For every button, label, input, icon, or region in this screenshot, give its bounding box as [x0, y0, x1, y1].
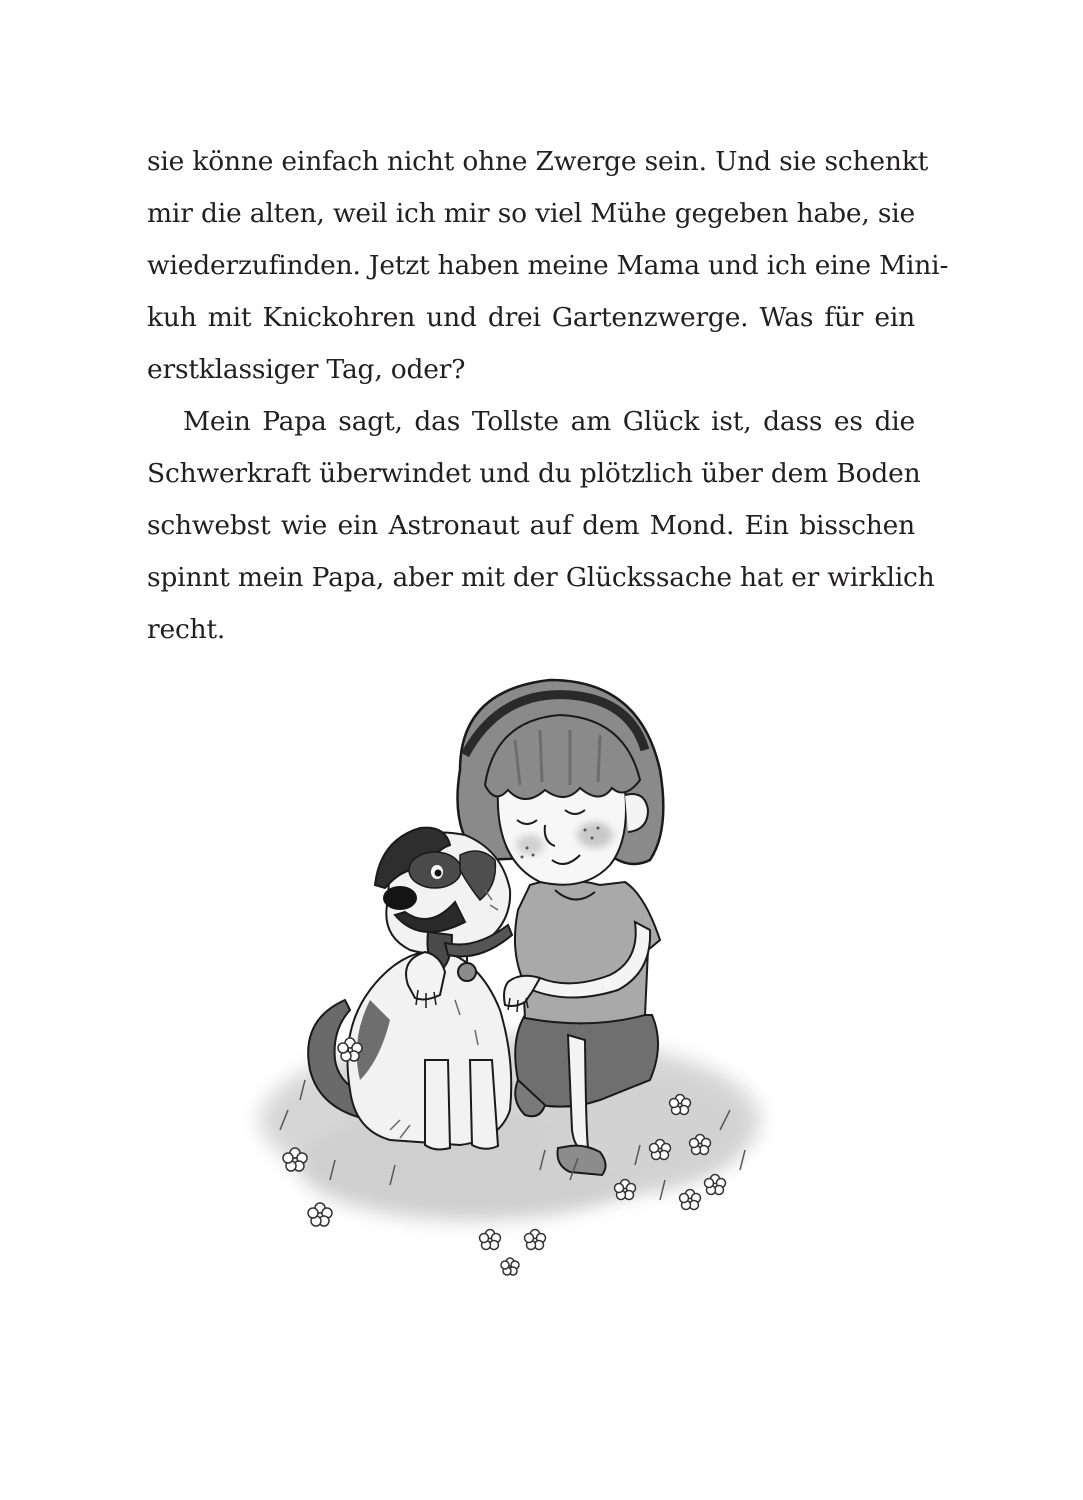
text-line: recht. — [147, 614, 226, 645]
text-line: kuh mit Knickohren und drei Gartenzwerge. Was für ein — [147, 302, 915, 333]
body-text — [147, 136, 949, 656]
dog-tag — [458, 963, 476, 981]
text-line: sie könne einfach nicht ohne Zwerge sein. Und sie schenkt — [147, 146, 929, 177]
text-line: Schwerkraft überwindet und du plötzlich über dem Boden — [147, 458, 921, 489]
text-line: mir die alten, weil ich mir so viel Mühe gegeben habe, sie — [147, 198, 915, 229]
dog-nose — [383, 886, 417, 910]
paragraph-2 — [147, 396, 935, 656]
text-line: schwebst wie ein Astronaut auf dem Mond. Ein bisschen — [147, 510, 915, 541]
text-line: wiederzufinden. Jetzt haben meine Mama und ich eine Mini- — [147, 250, 949, 281]
child-with-dog-illustration — [240, 660, 780, 1280]
text-line: erstklassiger Tag, oder? — [147, 354, 466, 385]
child-hand-left — [406, 952, 445, 999]
text-line: spinnt mein Papa, aber mit der Glückssache hat er wirklich — [147, 562, 935, 593]
text-line: Mein Papa sagt, das Tollste am Glück ist, dass es die — [183, 406, 915, 437]
paragraph-1 — [147, 136, 949, 396]
